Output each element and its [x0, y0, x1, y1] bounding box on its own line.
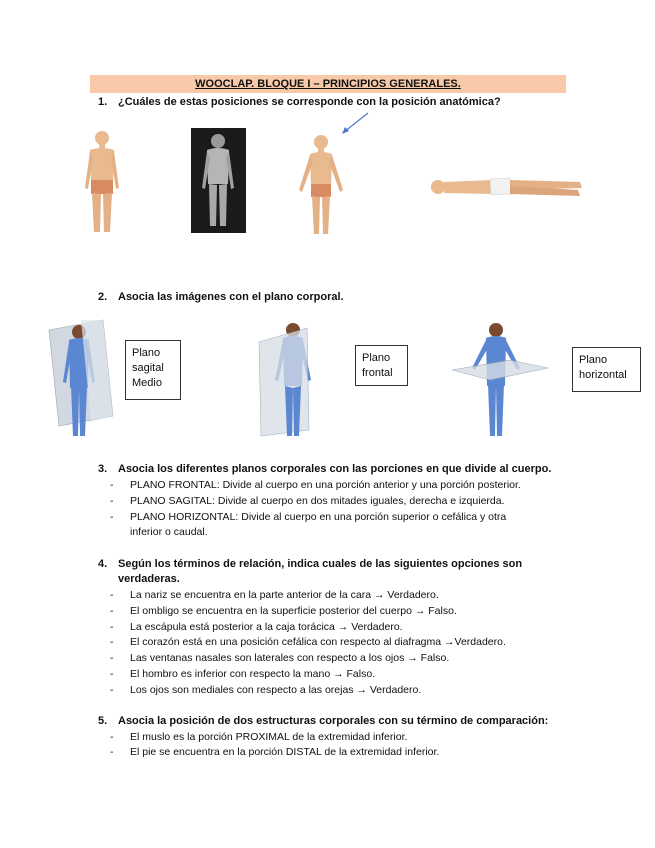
q4-item-5: - Las ventanas nasales son laterales con respecto a los ojos → Falso. [110, 652, 450, 664]
question-4: 4. Según los términos de relación, indica cuales de las siguientes opciones son [98, 558, 523, 570]
question-1: 1. ¿Cuáles de estas posiciones se corresponde con la posición anatómica? [98, 96, 501, 108]
question-4-continued: verdaderas. [118, 573, 180, 585]
figure-lying-supine [430, 170, 585, 200]
label-plano-horizontal: Plano horizontal [572, 347, 641, 392]
q3-item-3: - PLANO HORIZONTAL: Divide al cuerpo en una porción superior o cefálica y otra [110, 511, 507, 523]
figure-horizontal-plane [450, 318, 550, 448]
q5-item-1: - El muslo es la porción PROXIMAL de la extremidad inferior. [110, 731, 408, 743]
figure-posterior-xray [191, 128, 246, 233]
page-title: WOOCLAP. BLOQUE I – PRINCIPIOS GENERALES. [90, 75, 566, 93]
question-5: 5. Asocia la posición de dos estructuras corporales con su término de comparación: [98, 715, 549, 727]
figure-anatomical-position [296, 132, 346, 240]
figure-anterior-man [80, 128, 124, 238]
q3-item-2: - PLANO SAGITAL: Divide al cuerpo en dos mitades iguales, derecha e izquierda. [110, 495, 505, 507]
q4-item-3: - La escápula está posterior a la caja torácica → Verdadero. [110, 621, 403, 633]
q5-item-2: - El pie se encuentra en la porción DISTAL de la extremidad inferior. [110, 746, 440, 758]
label-plano-sagital: Plano sagital Medio [125, 340, 181, 400]
figure-frontal-plane [255, 318, 325, 448]
q4-item-7: - Los ojos son mediales con respecto a las orejas → Verdadero. [110, 684, 422, 696]
question-2: 2. Asocia las imágenes con el plano corporal. [98, 291, 344, 303]
question-3: 3. Asocia los diferentes planos corporales con las porciones en que divide al cuerpo. [98, 463, 552, 475]
q4-item-4: - El corazón está en una posición cefálica con respecto al diafragma →Verdadero. [110, 636, 506, 648]
label-plano-frontal: Plano frontal [355, 345, 408, 386]
q4-item-6: - El hombro es inferior con respecto la mano → Falso. [110, 668, 376, 680]
q4-item-1: - La nariz se encuentra en la parte anterior de la cara → Verdadero. [110, 589, 439, 601]
q3-item-1: - PLANO FRONTAL: Divide al cuerpo en una porción anterior y una porción posterior. [110, 479, 521, 491]
q4-item-2: - El ombligo se encuentra en la superficie posterior del cuerpo → Falso. [110, 605, 457, 617]
q3-item-3-continued: inferior o caudal. [130, 526, 208, 538]
figure-sagittal-plane [45, 318, 125, 448]
